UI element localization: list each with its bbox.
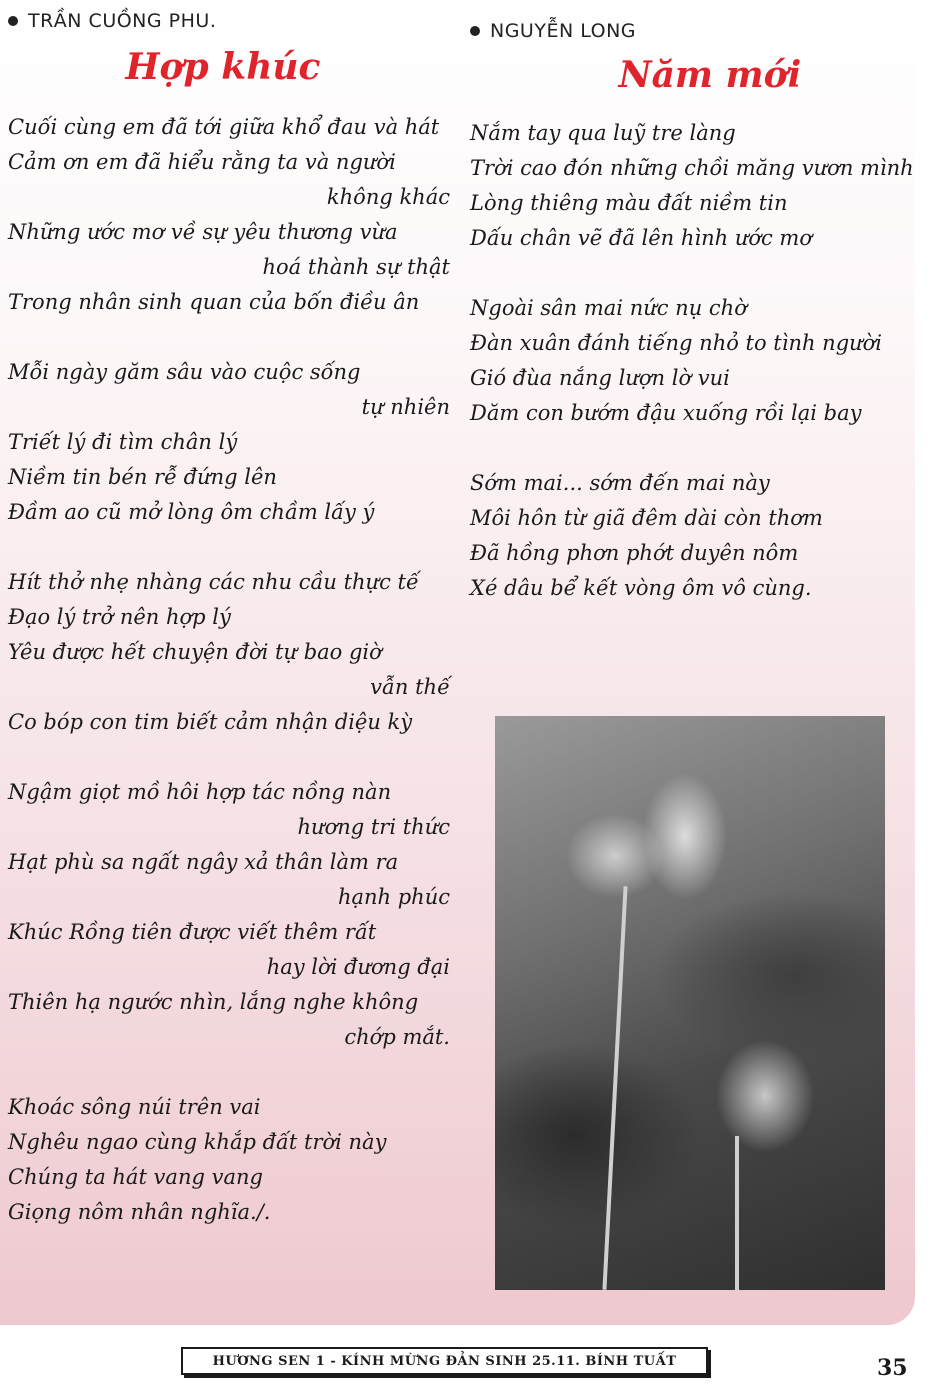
stanza-gap — [470, 256, 920, 291]
poem-line: tự nhiên — [361, 395, 450, 419]
bullet-icon — [470, 26, 480, 36]
bullet-icon — [8, 16, 18, 26]
poem-line: hạnh phúc — [337, 885, 450, 909]
poem-line: Đàn xuân đánh tiếng nhỏ to tình người — [470, 331, 883, 355]
poem-line: Giọng nôm nhân nghĩa./. — [8, 1200, 271, 1224]
poem-stanza — [8, 110, 458, 320]
right-poem — [470, 20, 920, 606]
poem-line: Mỗi ngày găm sâu vào cuộc sống — [8, 360, 361, 384]
poem-line: Ngậm giọt mồ hôi hợp tác nồng nàn — [8, 780, 392, 804]
poem-stanza — [8, 1090, 458, 1230]
poem-line: không khác — [326, 185, 450, 209]
left-poem-author — [8, 10, 458, 32]
poem-line: Môi hôn từ giã đêm dài còn thơm — [470, 506, 823, 530]
poem-line: Hít thở nhẹ nhàng các nhu cầu thực tế — [8, 570, 419, 594]
poem-line: Thiên hạ ngước nhìn, lắng nghe không — [8, 990, 419, 1014]
poem-line: Co bóp con tim biết cảm nhận diệu kỳ — [8, 710, 413, 734]
poem-line: Lòng thiêng màu đất niềm tin — [470, 191, 788, 215]
poem-line: Dấu chân vẽ đã lên hình ước mơ — [470, 226, 812, 250]
poem-line: Nghêu ngao cùng khắp đất trời này — [8, 1130, 387, 1154]
right-author-name: NGUYỄN LONG — [490, 20, 637, 42]
poem-line: Trong nhân sinh quan của bốn điều ân — [8, 290, 420, 314]
poem-stanza — [8, 775, 458, 1055]
stanza-gap — [8, 1055, 458, 1090]
poem-line: Yêu được hết chuyện đời tự bao giờ — [8, 640, 382, 664]
page-number: 35 — [877, 1355, 908, 1381]
poem-stanza — [470, 291, 920, 431]
poem-line: Nắm tay qua luỹ tre làng — [470, 121, 736, 145]
poem-line: hay lời đương đại — [266, 955, 450, 979]
footer-banner: HƯƠNG SEN 1 - KÍNH MỪNG ĐẢN SINH 25.11. BÍNH TUẤT — [181, 1347, 708, 1375]
poem-line: Ngoài sân mai nức nụ chờ — [470, 296, 747, 320]
poem-line: Sớm mai... sớm đến mai này — [470, 471, 770, 495]
poem-line: Đã hồng phơn phớt duyên nôm — [470, 541, 799, 565]
left-author-name: TRẦN CUỒNG PHU. — [28, 10, 217, 32]
poem-line: Xé dâu bể kết vòng ôm vô cùng. — [470, 576, 812, 600]
stanza-gap — [8, 530, 458, 565]
poem-line: Gió đùa nắng lượn lờ vui — [470, 366, 730, 390]
poem-stanza — [8, 355, 458, 530]
lotus-photo — [495, 716, 885, 1290]
poem-line: Đầm ao cũ mở lòng ôm chầm lấy ý — [8, 500, 375, 524]
poem-line: Cuối cùng em đã tới giữa khổ đau và hát — [8, 115, 440, 139]
lotus-stem — [602, 886, 627, 1290]
right-poem-author — [470, 20, 920, 42]
poem-line: Trời cao đón những chồi măng vươn mình — [470, 156, 914, 180]
poem-line: Chúng ta hát vang vang — [8, 1165, 263, 1189]
left-poem — [8, 10, 458, 1230]
right-poem-body — [470, 116, 920, 606]
poem-line: Niềm tin bén rễ đứng lên — [8, 465, 277, 489]
poem-line: Cảm ơn em đã hiểu rằng ta và người — [8, 150, 396, 174]
poem-line: Hạt phù sa ngất ngây xả thân làm ra — [8, 850, 399, 874]
poem-line: hương tri thức — [297, 815, 450, 839]
poem-stanza — [8, 565, 458, 740]
poem-line: Khoác sông núi trên vai — [8, 1095, 261, 1119]
poem-line: Đạo lý trở nên hợp lý — [8, 605, 231, 629]
lotus-stem — [735, 1136, 739, 1290]
stanza-gap — [8, 740, 458, 775]
right-poem-title: Năm mới — [618, 54, 802, 96]
poem-line: vẫn thế — [370, 675, 450, 699]
left-poem-title: Hợp khúc — [125, 46, 321, 88]
poem-stanza — [470, 116, 920, 256]
poem-line: hoá thành sự thật — [262, 255, 450, 279]
poem-line: Triết lý đi tìm chân lý — [8, 430, 238, 454]
stanza-gap — [470, 431, 920, 466]
poem-line: Những ước mơ về sự yêu thương vừa — [8, 220, 398, 244]
left-poem-body — [8, 110, 458, 1230]
poem-line: Dăm con bướm đậu xuống rồi lại bay — [470, 401, 862, 425]
poem-line: chớp mắt. — [344, 1025, 450, 1049]
stanza-gap — [8, 320, 458, 355]
poem-stanza — [470, 466, 920, 606]
poem-line: Khúc Rồng tiên được viết thêm rất — [8, 920, 377, 944]
